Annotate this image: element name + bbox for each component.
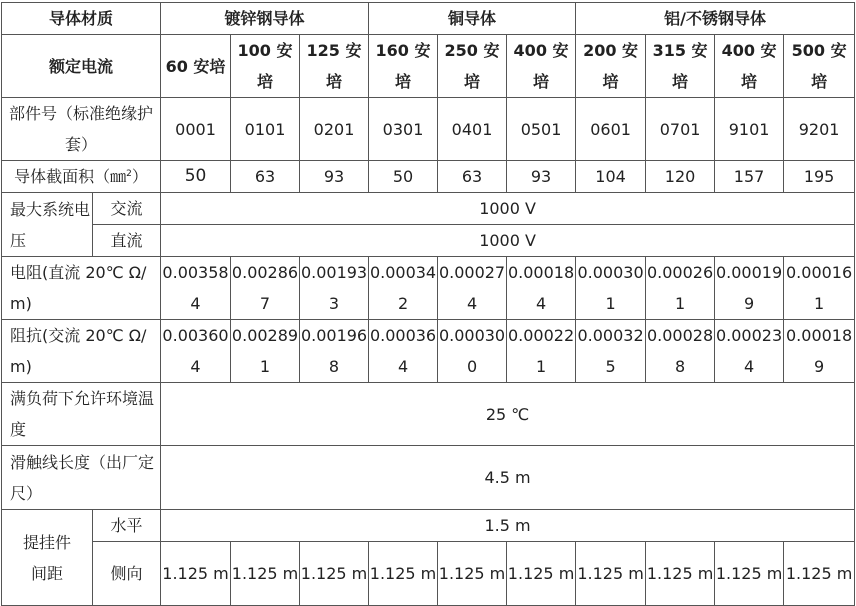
table-cell: 60 安培: [161, 35, 231, 98]
table-cell: 400 安培: [507, 35, 576, 98]
table-cell: 93: [300, 161, 369, 193]
table-cell: 1.125 m: [231, 542, 300, 606]
header-aluminum-steel: 铝/不锈钢导体: [576, 3, 855, 35]
table-cell: 0.000301: [576, 257, 646, 320]
table-cell: 50: [369, 161, 438, 193]
horizontal-label: 水平: [93, 510, 161, 542]
header-conductor-material: 导体材质: [2, 3, 161, 35]
table-cell: 9201: [784, 98, 855, 161]
table-row: [2, 225, 855, 257]
table-cell: 0.000325: [576, 320, 646, 383]
table-cell: 1.125 m: [646, 542, 715, 606]
table-cell: 0001: [161, 98, 231, 161]
table-cell: 0301: [369, 98, 438, 161]
table-cell: 0.001968: [300, 320, 369, 383]
table-cell: 93: [507, 161, 576, 193]
table-cell: 315 安培: [646, 35, 715, 98]
table-cell: 200 安培: [576, 35, 646, 98]
table-cell: 0.000274: [438, 257, 507, 320]
table-cell: 0.000261: [646, 257, 715, 320]
table-row: [2, 193, 855, 225]
ac-voltage-value: 1000 V: [161, 193, 855, 225]
table-cell: 0.000234: [715, 320, 784, 383]
table-cell: 0.000184: [507, 257, 576, 320]
ac-label: 交流: [93, 193, 161, 225]
table-cell: 1.125 m: [161, 542, 231, 606]
table-cell: 100 安培: [231, 35, 300, 98]
table-cell: 63: [438, 161, 507, 193]
table-cell: 0501: [507, 98, 576, 161]
table-row: [2, 446, 855, 510]
table-cell: 0.002891: [231, 320, 300, 383]
table-cell: 1.125 m: [438, 542, 507, 606]
table-cell: 0.000288: [646, 320, 715, 383]
table-cell: 104: [576, 161, 646, 193]
table-cell: 1.125 m: [784, 542, 855, 606]
table-cell: 0.000364: [369, 320, 438, 383]
table-cell: 0401: [438, 98, 507, 161]
table-cell: 120: [646, 161, 715, 193]
table-cell: 0201: [300, 98, 369, 161]
cross-section-label-end: ）: [131, 167, 148, 186]
table-row: [2, 35, 855, 98]
table-cell: 0101: [231, 98, 300, 161]
impedance-label: 阻抗(交流 20℃ Ω/m): [2, 320, 161, 383]
hanger-label: 提挂件间距: [2, 510, 93, 606]
header-copper: 铜导体: [369, 3, 576, 35]
table-cell: 0.003604: [161, 320, 231, 383]
ambient-temp-value: 25 ℃: [161, 383, 855, 446]
table-cell: 63: [231, 161, 300, 193]
part-number-label: 部件号（标准绝缘护套）: [2, 98, 161, 161]
table-cell: 0.000300: [438, 320, 507, 383]
ambient-temp-label: 满负荷下允许环境温度: [2, 383, 161, 446]
cross-section-label-text: 导体截面积（㎜: [14, 167, 127, 186]
table-row: [2, 98, 855, 161]
table-cell: 0.000161: [784, 257, 855, 320]
table-cell: 160 安培: [369, 35, 438, 98]
table-row: [2, 3, 855, 35]
table-cell: 125 安培: [300, 35, 369, 98]
table-row: [2, 383, 855, 446]
header-galvanized: 镀锌钢导体: [161, 3, 369, 35]
max-voltage-label: 最大系统电压: [2, 193, 93, 257]
table-cell: 1.125 m: [576, 542, 646, 606]
table-cell: 250 安培: [438, 35, 507, 98]
table-cell: 400 安培: [715, 35, 784, 98]
table-row: [2, 510, 855, 542]
table-row: [2, 161, 855, 193]
table-cell: 9101: [715, 98, 784, 161]
table-cell: 0.001933: [300, 257, 369, 320]
table-cell: 1.125 m: [300, 542, 369, 606]
table-row: [2, 320, 855, 383]
table-cell: 1.125 m: [715, 542, 784, 606]
spec-table: [1, 2, 855, 606]
dc-label: 直流: [93, 225, 161, 257]
table-cell: 0.002867: [231, 257, 300, 320]
table-cell: 0601: [576, 98, 646, 161]
table-cell: 0.000189: [784, 320, 855, 383]
table-row: [2, 542, 855, 606]
cross-section-label: [2, 161, 161, 193]
table-cell: 1.125 m: [369, 542, 438, 606]
horizontal-value: 1.5 m: [161, 510, 855, 542]
side-label: 侧向: [93, 542, 161, 606]
length-value: 4.5 m: [161, 446, 855, 510]
rated-current-label: 额定电流: [2, 35, 161, 98]
table-row: [2, 257, 855, 320]
table-cell: 0.003584: [161, 257, 231, 320]
table-cell: 195: [784, 161, 855, 193]
table-cell: 1.125 m: [507, 542, 576, 606]
resistance-label: 电阻(直流 20℃ Ω/m): [2, 257, 161, 320]
table-cell: 0.000342: [369, 257, 438, 320]
length-label: 滑触线长度（出厂定尺）: [2, 446, 161, 510]
table-cell: 157: [715, 161, 784, 193]
table-cell: 0.000221: [507, 320, 576, 383]
cross-section-label-sup: 2: [126, 169, 132, 179]
table-cell: 50: [161, 161, 231, 193]
table-cell: 500 安培: [784, 35, 855, 98]
table-cell: 0701: [646, 98, 715, 161]
dc-voltage-value: 1000 V: [161, 225, 855, 257]
table-cell: 0.000199: [715, 257, 784, 320]
